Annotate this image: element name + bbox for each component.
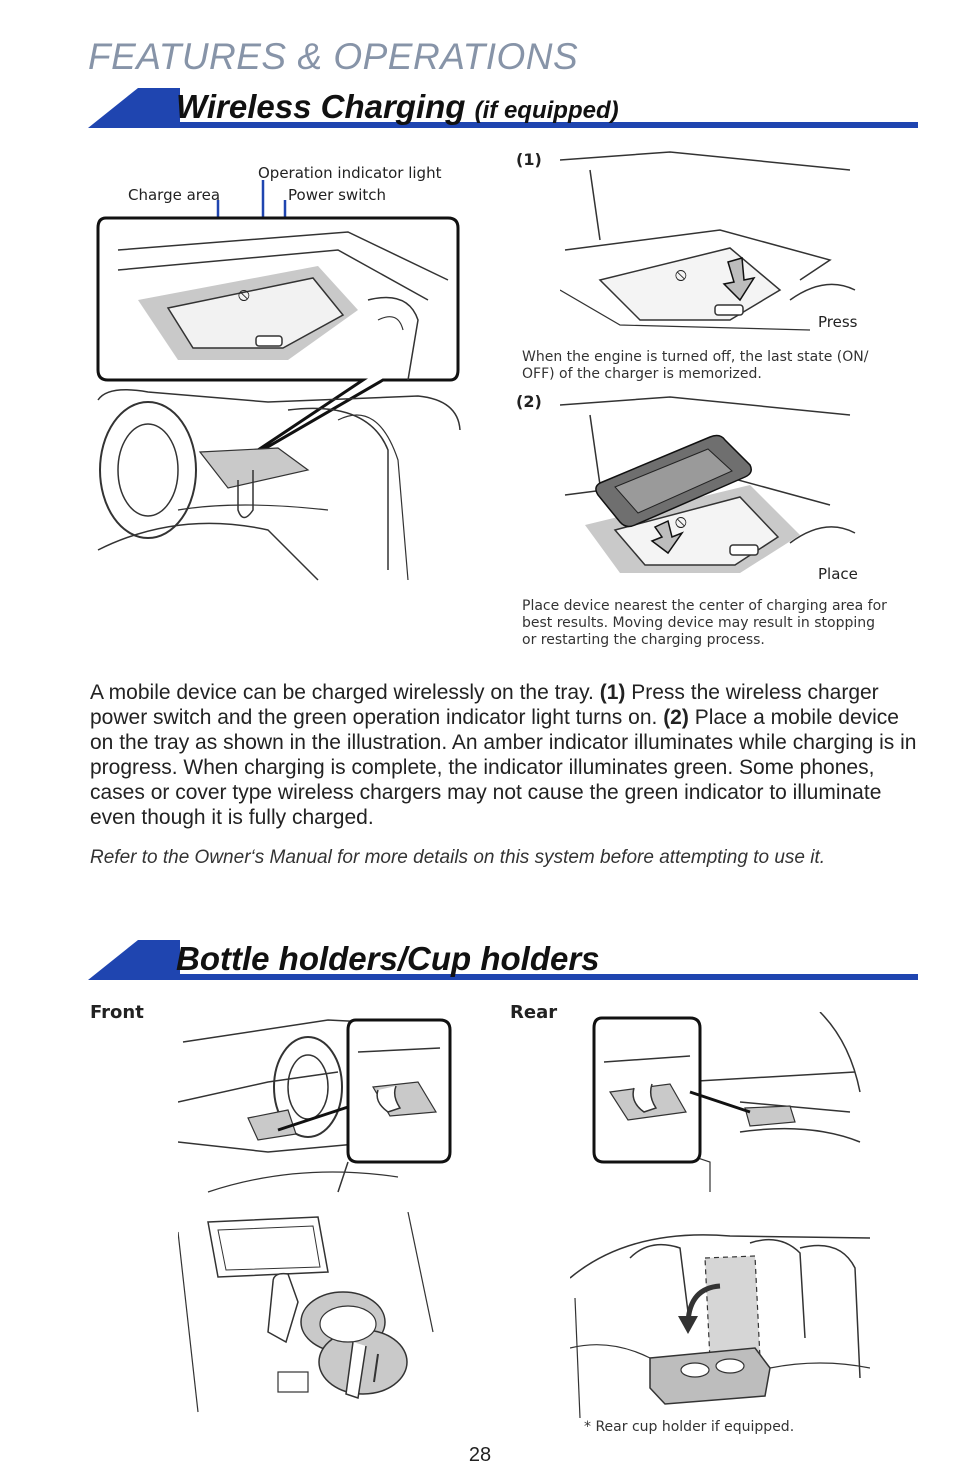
title-wedge [88,88,180,128]
rear-seat-illustration [570,1218,870,1418]
step2-note-line2: best results. Moving device may result in stopping [522,615,875,631]
rear-label: Rear [510,1002,558,1023]
step2-place-illustration [560,395,860,585]
desc-step2-text: Place a mobile device on the tray as shown in the illustration. An amber indicator illuminates while charging is in progress. When charging is complete, the indicator illuminates green. Some phones, cases or cover type wireless chargers may not cause the green indicator to illuminate even though it is fully charged. [90,706,917,829]
bottle-title-band [88,940,918,982]
wireless-title-suffix: (if equipped) [474,97,619,124]
svg-text:⦸: ⦸ [675,264,687,285]
bottle-title: Bottle holders/Cup holders [176,940,600,977]
step2-note [522,598,887,649]
step2-note-line3: or restarting the charging process. [522,632,765,648]
desc-step1-marker: (1) [599,681,626,704]
rear-holder-illustration [590,1012,865,1197]
svg-text:⦸: ⦸ [675,511,687,532]
wireless-title [176,88,619,126]
step2-marker: (2) [516,392,542,411]
desc-intro: A mobile device can be charged wirelessly on the tray. [90,681,594,704]
refer-note: Refer to the Owner‘s Manual for more details on this system before attempting to use it. [90,847,826,868]
step1-marker: (1) [516,150,542,169]
bottle-title-wedge [88,940,180,980]
label-press: Press [818,313,858,331]
wireless-description [90,680,920,830]
front-console-cup-illustration [178,1212,438,1417]
wireless-title-band [88,88,918,130]
step1-press-illustration [560,150,860,335]
label-power-switch: Power switch [288,186,387,204]
label-charge-area: Charge area [128,186,221,204]
wireless-title-main: Wireless Charging [176,88,466,125]
front-holder-illustration [178,1012,458,1197]
step1-note-line1: When the engine is turned off, the last state (ON/ [522,349,869,365]
label-operation-indicator: Operation indicator light [258,164,442,182]
step1-note-line2: OFF) of the charger is memorized. [522,366,762,382]
label-place: Place [818,565,858,583]
page-number: 28 [468,1444,492,1466]
step2-note-line1: Place device nearest the center of charging area for [522,598,887,614]
section-header: FEATURES & OPERATIONS [88,36,579,77]
step1-note [522,349,868,383]
desc-step1-text: Press the wireless charger power switch and the green operation indicator light turns on. [90,681,879,729]
svg-text:⦸: ⦸ [238,284,250,305]
front-label: Front [90,1002,144,1023]
desc-step2-marker: (2) [663,706,689,729]
wireless-console-illustration [88,170,468,590]
rear-cup-note: * Rear cup holder if equipped. [584,1419,795,1435]
